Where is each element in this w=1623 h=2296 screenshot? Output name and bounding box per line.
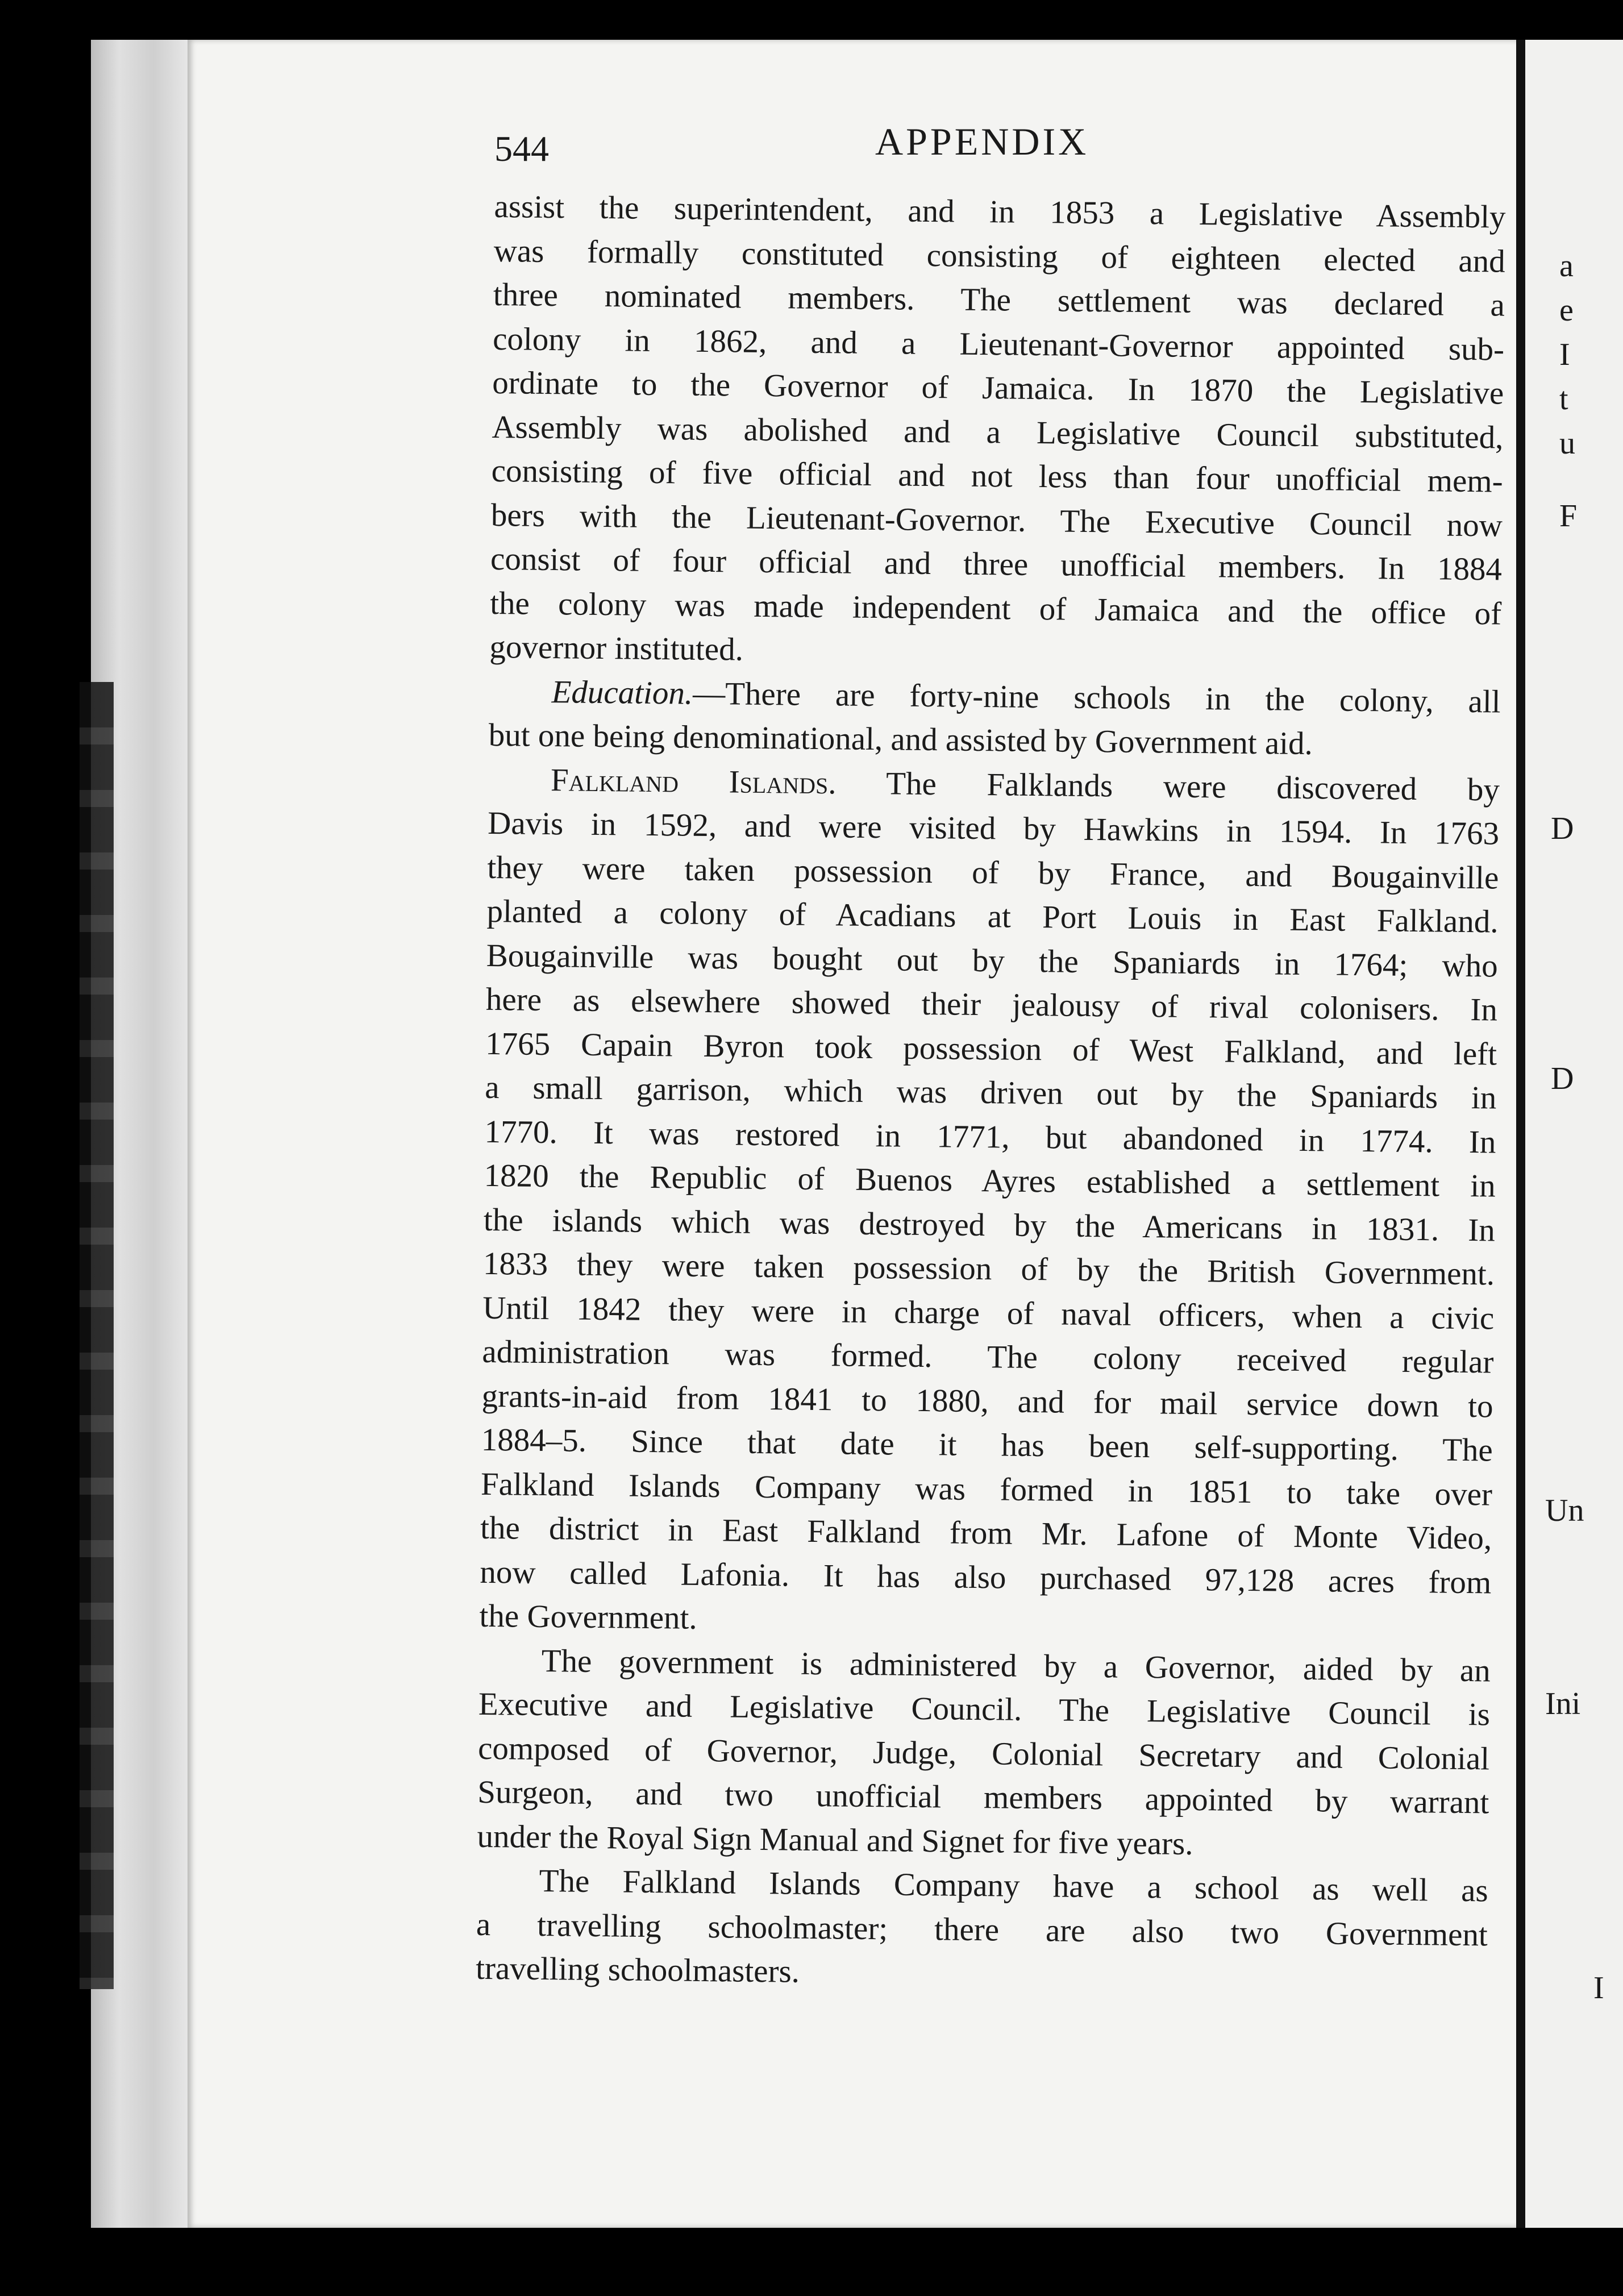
text-line: ordinate to the Governor of Jamaica. In 1870 the Legislative bbox=[492, 364, 1504, 411]
paragraph-falkland-government bbox=[477, 1638, 1491, 1869]
text-line: assist the superintendent, and in 1853 a Legislative Assembly bbox=[494, 188, 1506, 235]
text-line: 1884–5. Since that date it has been self-supporting. The bbox=[481, 1421, 1493, 1469]
text-line: colony in 1862, and a Lieutenant-Governor appointed sub- bbox=[492, 321, 1505, 368]
text-line: Surgeon, and two unofficial members appointed by warrant bbox=[477, 1774, 1489, 1821]
facing-page-fragment: a bbox=[1559, 248, 1574, 284]
text-line: composed of Governor, Judge, Colonial Secretary and Colonial bbox=[477, 1730, 1490, 1777]
facing-page-edge bbox=[1525, 40, 1623, 2228]
facing-page-fragment: Ini bbox=[1545, 1686, 1581, 1721]
paragraph-falkland-history bbox=[479, 757, 1500, 1649]
text-line: consist of four official and three unofficial members. In 1884 bbox=[490, 540, 1503, 588]
text-line: now called Lafonia. It has also purchased 97,128 acres from bbox=[480, 1554, 1492, 1601]
text-line: three nominated members. The settlement was declared a bbox=[493, 276, 1505, 323]
text-line: they were taken possession of by France, and Bougainville bbox=[487, 849, 1499, 896]
text-line: the islands which was destroyed by the Americans in 1831. In bbox=[483, 1201, 1496, 1249]
page-body bbox=[476, 185, 1506, 2001]
text-line: a travelling schoolmaster; there are also two Government bbox=[476, 1906, 1488, 1953]
text-line: Falkland Islands Company was formed in 1851 to take over bbox=[480, 1466, 1493, 1513]
spine-label bbox=[80, 682, 114, 1989]
page-gutter bbox=[1516, 40, 1525, 2228]
facing-page-fragment: I bbox=[1593, 1970, 1604, 2006]
text-line: Bougainville was bought out by the Spaniards in 1764; who bbox=[486, 937, 1499, 984]
text-line: the colony was made independent of Jamaica and the office of bbox=[489, 585, 1502, 632]
facing-page-fragment: I bbox=[1559, 337, 1570, 372]
facing-page-fragment: e bbox=[1559, 293, 1574, 328]
text-line: travelling schoolmasters. bbox=[475, 1950, 800, 1990]
running-title: APPENDIX bbox=[875, 120, 1089, 163]
text-line: was formally constituted consisting of eighteen elected and bbox=[493, 232, 1506, 280]
text-line: administration was formed. The colony received regular bbox=[482, 1333, 1494, 1380]
text-line: the district in East Falkland from Mr. Lafone of Monte Video, bbox=[480, 1509, 1492, 1557]
text-line: the Government. bbox=[479, 1598, 697, 1636]
text-line: consisting of five official and not less than four unofficial mem- bbox=[491, 452, 1503, 500]
facing-page-fragment: D bbox=[1551, 1061, 1574, 1096]
text-line: Davis in 1592, and were visited by Hawkins in 1594. In 1763 bbox=[487, 805, 1500, 852]
text-line: The Falkland Islands Company have a school as well as bbox=[539, 1862, 1488, 1909]
paragraph-falkland-education bbox=[476, 1858, 1488, 2001]
facing-page-fragment: t bbox=[1559, 381, 1568, 417]
paragraph-education bbox=[488, 669, 1501, 768]
text-line: bers with the Lieutenant-Governor. The Executive Council now bbox=[490, 497, 1503, 544]
text-line: but one being denominational, and assisted by Government aid. bbox=[488, 717, 1313, 762]
text-run: The Falklands were discovered by bbox=[836, 764, 1500, 808]
text-line: planted a colony of Acadians at Port Louis in East Falkland. bbox=[486, 893, 1499, 940]
page-number: 544 bbox=[494, 128, 549, 169]
section-lead: Education. bbox=[551, 673, 693, 712]
facing-page-fragment: Un bbox=[1545, 1493, 1584, 1528]
text-line: grants-in-aid from 1841 to 1880, and for mail service down to bbox=[481, 1378, 1493, 1425]
text-line: 1770. It was restored in 1771, but abandoned in 1774. In bbox=[484, 1113, 1496, 1161]
text-line: Until 1842 they were in charge of naval officers, when a civic bbox=[482, 1290, 1495, 1337]
facing-page-fragment: F bbox=[1559, 498, 1578, 534]
paragraph-jamaica-assembly bbox=[489, 185, 1506, 680]
facing-page-fragment: u bbox=[1559, 426, 1575, 461]
section-lead: Falkland Islands. bbox=[550, 762, 837, 801]
text-line: 1820 the Republic of Buenos Ayres established a settlement in bbox=[484, 1157, 1496, 1204]
text-run: —There are forty-nine schools in the colony, all bbox=[692, 675, 1501, 720]
text-line: under the Royal Sign Manual and Signet for five years. bbox=[477, 1818, 1193, 1862]
text-line: here as elsewhere showed their jealousy of rival colonisers. In bbox=[485, 981, 1498, 1028]
text-line: Assembly was abolished and a Legislative Council substituted, bbox=[492, 409, 1504, 456]
text-line: The government is administered by a Governor, aided by an bbox=[541, 1642, 1491, 1688]
text-line: a small garrison, which was driven out by the Spaniards in bbox=[485, 1069, 1497, 1116]
text-line: governor instituted. bbox=[489, 629, 744, 668]
facing-page-fragment: D bbox=[1551, 811, 1574, 846]
text-line: 1765 Capain Byron took possession of West Falkland, and left bbox=[485, 1025, 1497, 1072]
text-line: 1833 they were taken possession of by the British Government. bbox=[482, 1245, 1495, 1292]
text-line: Executive and Legislative Council. The Legislative Council is bbox=[478, 1686, 1491, 1733]
